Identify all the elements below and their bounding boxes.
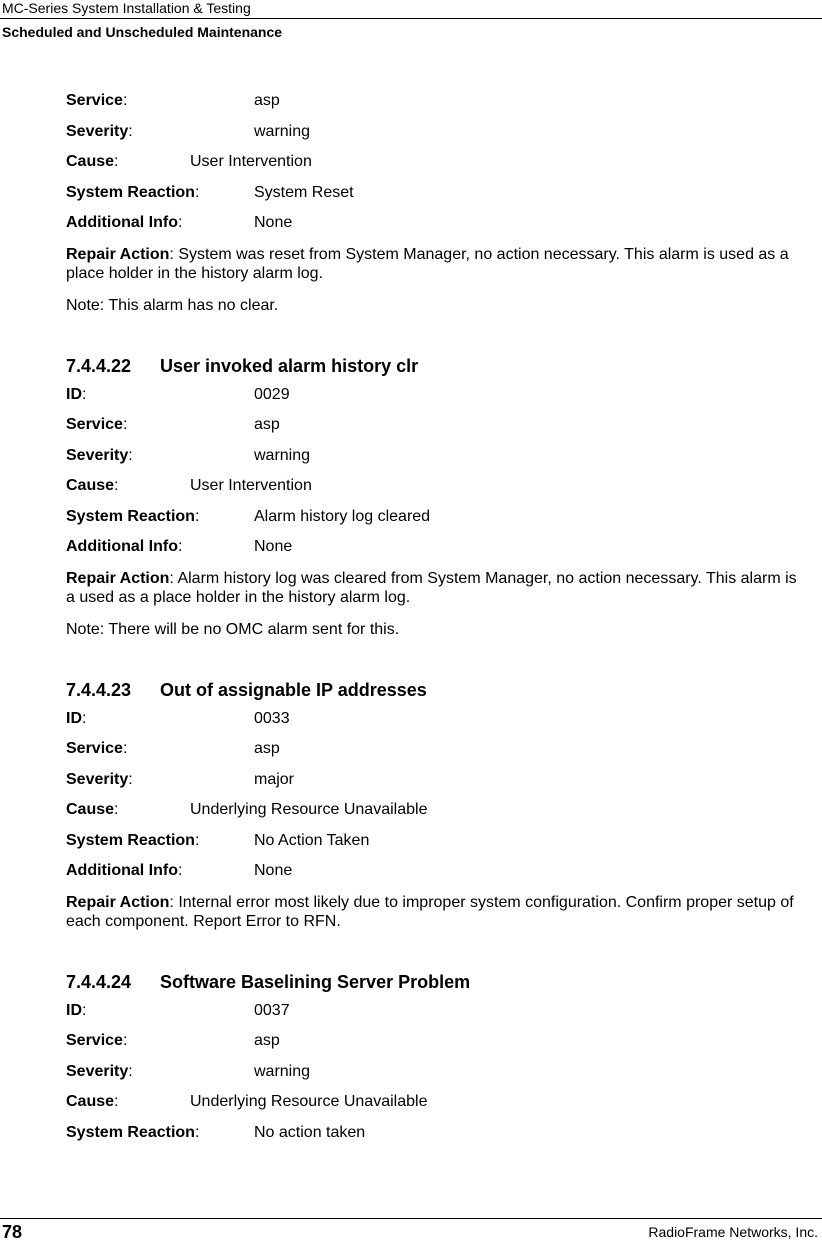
- severity-value: warning: [254, 1062, 311, 1080]
- id-value: 0037: [254, 1001, 290, 1019]
- field-severity: Severity: major: [66, 770, 295, 788]
- id-value: 0029: [254, 385, 290, 403]
- system-reaction-value: No Action Taken: [254, 831, 370, 849]
- system-reaction-value: System Reset: [254, 183, 354, 201]
- field-severity: Severity: warning: [66, 446, 311, 464]
- section-number: 7.4.4.23: [66, 679, 132, 700]
- field-system-reaction: System Reaction: No Action Taken: [66, 831, 370, 849]
- section-title: User invoked alarm history clr: [160, 355, 419, 376]
- field-system-reaction: System Reaction: System Reset: [66, 183, 354, 201]
- section-number: 7.4.4.24: [66, 971, 132, 992]
- field-service: Service: asp: [66, 1032, 280, 1049]
- field-cause: Cause: Underlying Resource Unavailable: [66, 1093, 428, 1110]
- note: Note: There will be no OMC alarm sent for this.: [66, 620, 400, 638]
- running-header-title: MC-Series System Installation & Testing: [2, 0, 251, 16]
- field-additional-info: Additional Info: None: [66, 862, 293, 879]
- repair-action: Repair Action: Internal error most likely due to improper system configuration. Confirm proper setup of each component. Report Error to RFN.: [66, 893, 794, 930]
- page-number: 78: [2, 1222, 23, 1242]
- alarm-section-22: [66, 356, 806, 639]
- system-reaction-value: No action taken: [254, 1123, 366, 1141]
- field-system-reaction: System Reaction: No action taken: [66, 1123, 366, 1141]
- system-reaction-value: Alarm history log cleared: [254, 507, 431, 525]
- severity-value: warning: [254, 122, 311, 140]
- service-value: asp: [254, 416, 280, 433]
- cause-value: Underlying Resource Unavailable: [190, 801, 428, 818]
- header-rule: [0, 18, 822, 19]
- service-value: asp: [254, 740, 280, 757]
- id-value: 0033: [254, 709, 290, 727]
- section-heading: [66, 972, 806, 1002]
- field-id: ID: 0033: [66, 709, 290, 727]
- note: Note: This alarm has no clear.: [66, 296, 279, 314]
- severity-value: warning: [254, 446, 311, 464]
- section-title: Out of assignable IP addresses: [160, 679, 427, 700]
- alarm-section-23: [66, 680, 806, 931]
- section-title: Software Baselining Server Problem: [160, 971, 471, 992]
- section-heading: [66, 356, 806, 386]
- field-service: Service: asp: [66, 740, 280, 757]
- service-value: asp: [254, 1032, 280, 1049]
- section-heading: [66, 680, 806, 710]
- field-additional-info: Additional Info: None: [66, 214, 293, 231]
- cause-value: Underlying Resource Unavailable: [190, 1093, 428, 1110]
- field-id: ID: 0029: [66, 385, 290, 403]
- cause-value: User Intervention: [190, 477, 312, 494]
- service-value: asp: [254, 92, 280, 109]
- field-service: Service: asp: [66, 416, 280, 433]
- field-additional-info: Additional Info: None: [66, 538, 293, 555]
- running-header-section: Scheduled and Unscheduled Maintenance: [2, 24, 283, 40]
- page-body: [66, 92, 806, 1154]
- section-number: 7.4.4.22: [66, 355, 132, 376]
- additional-info-value: None: [254, 214, 293, 231]
- additional-info-value: None: [254, 538, 293, 555]
- field-id: ID: 0037: [66, 1001, 290, 1019]
- field-cause: Cause: Underlying Resource Unavailable: [66, 801, 428, 818]
- severity-value: major: [254, 770, 295, 788]
- field-service: Service: asp: [66, 92, 280, 109]
- additional-info-value: None: [254, 862, 293, 879]
- field-cause: Cause: User Intervention: [66, 153, 312, 170]
- field-severity: Severity: warning: [66, 1062, 311, 1080]
- footer-rule: [0, 1218, 822, 1219]
- footer-company: RadioFrame Networks, Inc.: [648, 1224, 818, 1240]
- alarm-block-continued: [66, 92, 806, 315]
- repair-action: Repair Action: System was reset from System Manager, no action necessary. This alarm is used as a place holder in the history alarm log.: [66, 245, 789, 282]
- alarm-section-24: [66, 972, 806, 1155]
- field-cause: Cause: User Intervention: [66, 477, 312, 494]
- field-severity: Severity: warning: [66, 122, 311, 140]
- field-system-reaction: System Reaction: Alarm history log cleared: [66, 507, 431, 525]
- repair-action: Repair Action: Alarm history log was cleared from System Manager, no action necessary. This alarm is a used as a place holder in the history alarm log.: [66, 569, 797, 606]
- cause-value: User Intervention: [190, 153, 312, 170]
